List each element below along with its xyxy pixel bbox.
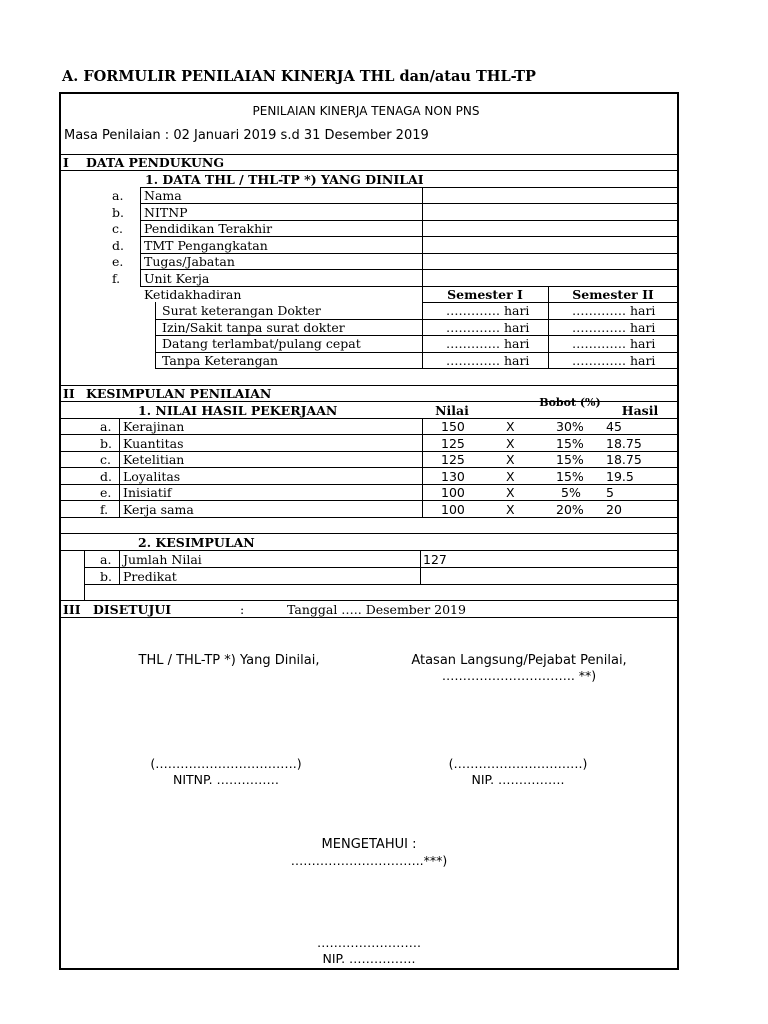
score-multiply: X	[506, 469, 515, 484]
field-label-nitnp: NITNP	[144, 205, 188, 220]
col-hasil-header: Hasil	[621, 403, 659, 418]
col-bobot-header: Bobot (%)	[539, 396, 601, 409]
absence-sem2-value: …………. hari	[572, 303, 656, 318]
supervisor-nip: NIP. …………….	[471, 772, 565, 787]
score-label: Loyalitas	[123, 469, 181, 484]
absence-row-label: Datang terlambat/pulang cepat	[162, 336, 361, 351]
score-bobot: 20%	[556, 502, 584, 517]
score-multiply: X	[506, 436, 515, 451]
acknowledge-nip: NIP. …………….	[322, 951, 416, 966]
score-letter: c.	[100, 452, 111, 467]
field-letter: a.	[112, 188, 124, 203]
approval-date: Tanggal ….. Desember 2019	[287, 602, 466, 617]
score-letter: e.	[100, 485, 112, 500]
field-letter: d.	[112, 238, 124, 253]
score-letter: d.	[100, 469, 112, 484]
score-letter: f.	[100, 502, 109, 517]
section3-title: DISETUJUI	[93, 602, 172, 617]
absence-sem2-value: …………. hari	[572, 336, 656, 351]
col-nilai-header: Nilai	[435, 403, 469, 418]
absence-row-label: Izin/Sakit tanpa surat dokter	[162, 320, 345, 335]
conclusion-letter: a.	[100, 552, 112, 567]
field-label-tmt: TMT Pengangkatan	[144, 238, 268, 253]
assessment-period: Masa Penilaian : 02 Januari 2019 s.d 31 Desember 2019	[64, 128, 429, 143]
score-hasil: 19.5	[606, 469, 634, 484]
field-label-position: Tugas/Jabatan	[144, 254, 235, 269]
acknowledge-name-dots: …………………….	[317, 935, 421, 950]
field-letter: e.	[112, 254, 124, 269]
acknowledge-dots: …………………………..***)	[290, 853, 448, 868]
score-hasil: 45	[606, 419, 622, 434]
score-multiply: X	[506, 485, 515, 500]
score-label: Kerajinan	[123, 419, 185, 434]
conclusion-letter: b.	[100, 569, 112, 584]
score-hasil: 18.75	[606, 452, 642, 467]
score-nilai: 130	[441, 469, 465, 484]
field-letter: b.	[112, 205, 124, 220]
signee-nitnp: NITNP. ……………	[172, 772, 280, 787]
score-label: Kuantitas	[123, 436, 184, 451]
score-bobot: 15%	[556, 436, 584, 451]
semester1-header: Semester I	[447, 287, 523, 302]
field-label-nama: Nama	[144, 188, 182, 203]
section1-subtitle: 1. DATA THL / THL-TP *) YANG DINILAI	[145, 172, 424, 187]
score-multiply: X	[506, 419, 515, 434]
score-nilai: 150	[441, 419, 465, 434]
score-hasil: 18.75	[606, 436, 642, 451]
supervisor-name-placeholder: (………………………….)	[448, 756, 588, 771]
section3-colon: :	[240, 602, 245, 617]
absence-sem1-value: …………. hari	[446, 320, 530, 335]
score-bobot: 15%	[556, 469, 584, 484]
absence-sem2-value: …………. hari	[572, 353, 656, 368]
score-bobot: 15%	[556, 452, 584, 467]
score-label: Kerja sama	[123, 502, 194, 517]
conclusion-label-total: Jumlah Nilai	[123, 552, 202, 567]
field-letter: f.	[112, 271, 121, 286]
section3-numeral: III	[63, 602, 81, 617]
absence-sem1-value: …………. hari	[446, 303, 530, 318]
header-title: PENILAIAN KINERJA TENAGA NON PNS	[252, 104, 480, 118]
score-multiply: X	[506, 502, 515, 517]
absence-label: Ketidakhadiran	[144, 287, 242, 302]
score-bobot: 30%	[556, 419, 584, 434]
score-letter: a.	[100, 419, 112, 434]
score-letter: b.	[100, 436, 112, 451]
supervisor-name-dots: ………………………….. **)	[441, 668, 597, 683]
form-title: A. FORMULIR PENILAIAN KINERJA THL dan/atau THL-TP	[62, 68, 536, 85]
section2-numeral: II	[63, 386, 75, 401]
section2-title: KESIMPULAN PENILAIAN	[86, 386, 272, 401]
section1-numeral: I	[63, 155, 69, 170]
absence-sem1-value: …………. hari	[446, 353, 530, 368]
score-hasil: 5	[606, 485, 614, 500]
signee-name-placeholder: (…………………………….)	[150, 756, 302, 771]
conclusion-label-predicate: Predikat	[123, 569, 177, 584]
score-nilai: 125	[441, 452, 465, 467]
score-nilai: 125	[441, 436, 465, 451]
absence-sem1-value: …………. hari	[446, 336, 530, 351]
acknowledge-title: MENGETAHUI :	[321, 837, 417, 852]
conclusion-value-total: 127	[423, 552, 447, 567]
semester2-header: Semester II	[572, 287, 654, 302]
conclusion-title: 2. KESIMPULAN	[138, 535, 255, 550]
score-nilai: 100	[441, 502, 465, 517]
signee-title: THL / THL-TP *) Yang Dinilai,	[138, 653, 320, 668]
score-multiply: X	[506, 452, 515, 467]
score-label: Ketelitian	[123, 452, 185, 467]
supervisor-title: Atasan Langsung/Pejabat Penilai,	[411, 653, 627, 668]
score-hasil: 20	[606, 502, 622, 517]
field-label-unit: Unit Kerja	[144, 271, 210, 286]
field-label-education: Pendidikan Terakhir	[144, 221, 273, 236]
field-letter: c.	[112, 221, 123, 236]
score-label: Inisiatif	[123, 485, 172, 500]
score-nilai: 100	[441, 485, 465, 500]
absence-row-label: Surat keterangan Dokter	[162, 303, 321, 318]
section1-title: DATA PENDUKUNG	[86, 155, 225, 170]
absence-row-label: Tanpa Keterangan	[162, 353, 279, 368]
score-bobot: 5%	[561, 485, 581, 500]
section2-subtitle: 1. NILAI HASIL PEKERJAAN	[138, 403, 338, 418]
absence-sem2-value: …………. hari	[572, 320, 656, 335]
